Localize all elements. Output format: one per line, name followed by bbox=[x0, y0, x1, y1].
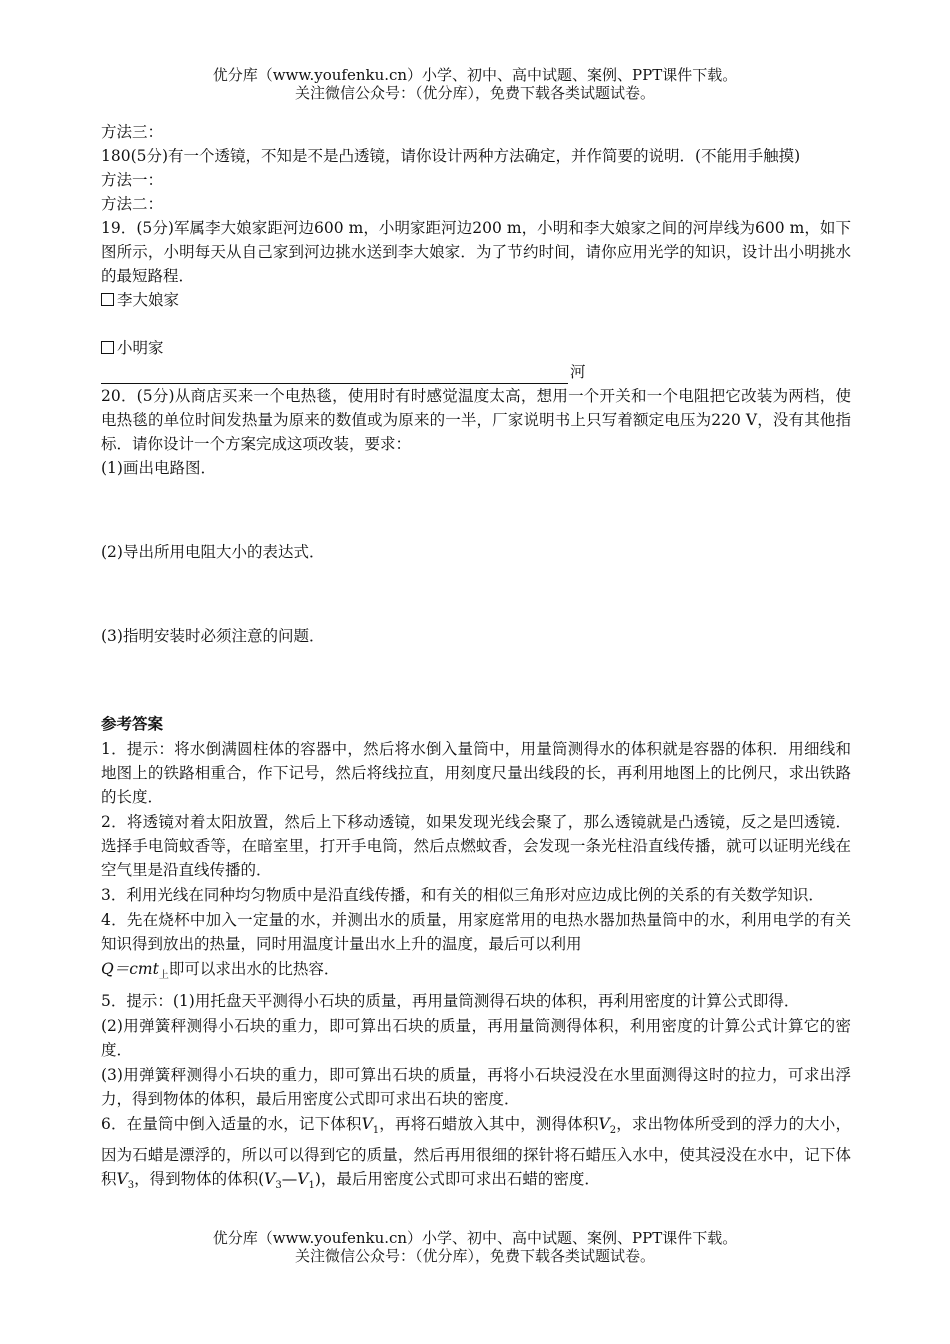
q19-text: 19．(5分)军属李大娘家距河边600 m，小明家距河边200 m，小明和李大娘家之间的河岸线为600 m，如下图所示，小明每天从自己家到河边挑水送到李大娘家．为了节约时间，请你应用光学的知识，设计出小明挑水的最短路程． bbox=[101, 219, 851, 285]
q18-method2: 方法二： bbox=[101, 195, 164, 213]
answer-2: 2．将透镜对着太阳放置，然后上下移动透镜，如果发现光线会聚了，那么透镜就是凸透镜，反之是凹透镜．选择手电筒蚊香等，在暗室里，打开手电筒，然后点燃蚊香，会发现一条光柱沿直线传播，就可以证明光线在空气里是沿直线传播的． bbox=[101, 813, 851, 879]
footer-line-2: 关注微信公众号：（优分库），免费下载各类试题试卷。 bbox=[294, 1247, 655, 1265]
river-bank bbox=[101, 360, 851, 384]
xiaoming-house-label: 小明家 bbox=[101, 336, 851, 360]
square-icon bbox=[101, 341, 114, 354]
header-line-1: 优分库（www.youfenku.cn）小学、初中、高中试题、案例、PPT课件下载。 bbox=[212, 66, 738, 84]
header-line-2: 关注微信公众号：（优分库），免费下载各类试题试卷。 bbox=[294, 84, 655, 102]
answer-4-formula: Q＝cmt$_上$即可以求出水的比热容． bbox=[101, 960, 340, 982]
answers-section bbox=[101, 712, 851, 1198]
q20-part3: (3)指明安装时必须注意的问题． bbox=[101, 627, 325, 645]
answers-title: 参考答案 bbox=[101, 714, 164, 733]
q20-part2: (2)导出所用电阻大小的表达式． bbox=[101, 543, 325, 561]
answer-6: 6．在量筒中倒入适量的水，记下体积$V_1$，再将石蜡放入其中，测得体积$V_2$，求出物体所受到的浮力的大小，因为石蜡是漂浮的，所以可以得到它的质量，然后再用很细的探针将石蜡压入水中，使其浸没在水中，记下体积$V_3$，得到物体的体积$(V_3—V_1)$，最后用密度公式即可求出石蜡的密度． bbox=[101, 1115, 851, 1192]
square-icon bbox=[101, 293, 114, 306]
answer-5-3: (3)用弹簧秤测得小石块的重力，即可算出石块的质量，再将小石块浸没在水里面测得这时的拉力，可求出浮力，得到物体的体积，最后用密度公式即可求出石块的密度． bbox=[101, 1066, 851, 1109]
answer-1: 1．提示：将水倒满圆柱体的容器中，然后将水倒入量筒中，用量筒测得水的体积就是容器的体积．用细线和地图上的铁路相重合，作下记号，然后将线拉直，用刻度尺量出线段的长，再利用地图上的比例尺，求出铁路的长度． bbox=[101, 740, 851, 806]
footer-line-1: 优分库（www.youfenku.cn）小学、初中、高中试题、案例、PPT课件下载。 bbox=[212, 1229, 738, 1247]
q18-method1: 方法一： bbox=[101, 171, 164, 189]
answer-5-2: (2)用弹簧秤测得小石块的重力，即可算出石块的质量，再用量筒测得体积，利用密度的计算公式计算它的密度． bbox=[101, 1017, 851, 1060]
page-header bbox=[0, 66, 950, 102]
page-footer bbox=[0, 1229, 950, 1265]
q20-part1: (1)画出电路图． bbox=[101, 459, 216, 477]
q20-text: 20．(5分)从商店买来一个电热毯，使用时有时感觉温度太高，想用一个开关和一个电阻把它改装为两档，使电热毯的单位时间发热量为原来的数值或为原来的一半，厂家说明书上只写着额定电压为220 V，没有其他指标．请你设计一个方案完成这项改装，要求： bbox=[101, 387, 851, 453]
li-house-label: 李大娘家 bbox=[101, 288, 851, 312]
q17-method3: 方法三： bbox=[101, 123, 164, 141]
document-body bbox=[101, 120, 851, 1199]
river-line bbox=[101, 369, 568, 384]
q18-text: 180(5分)有一个透镜，不知是不是凸透镜，请你设计两种方法确定，并作简要的说明．(不能用手触摸) bbox=[101, 147, 801, 165]
answer-3: 3．利用光线在同种均匀物质中是沿直线传播，和有关的相似三角形对应边成比例的关系的有关数学知识． bbox=[101, 886, 824, 904]
answer-5-1: 5．提示：(1)用托盘天平测得小石块的质量，再用量筒测得石块的体积，再利用密度的计算公式即得． bbox=[101, 992, 800, 1011]
river-label: 河 bbox=[570, 363, 586, 381]
answer-4: 4．先在烧杯中加入一定量的水，并测出水的质量，用家庭常用的电热水器加热量筒中的水，利用电学的有关知识得到放出的热量，同时用温度计量出水上升的温度，最后可以利用 bbox=[101, 911, 851, 953]
